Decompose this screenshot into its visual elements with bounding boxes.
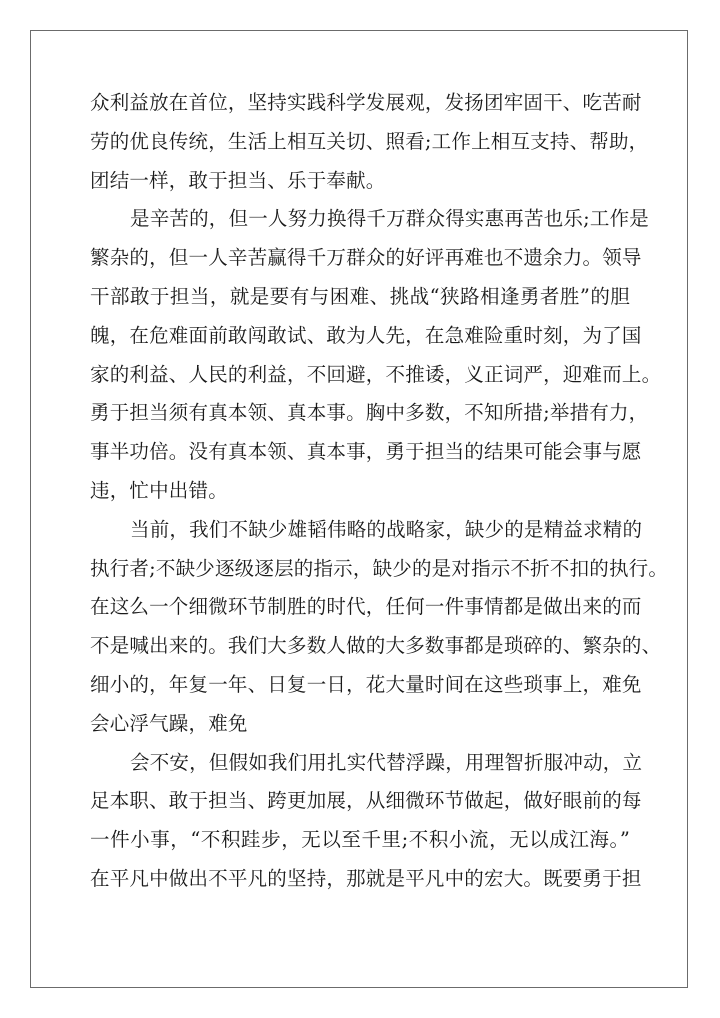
text-line: 执行者;不缺少逐级逐层的指示，缺少的是对指示不折不扣的执行。: [90, 556, 669, 580]
text-line: 不是喊出来的。我们大多数人做的大多数事都是琐碎的、繁杂的、: [90, 634, 662, 658]
text-line: 在平凡中做出不平凡的坚持，那就是平凡中的宏大。既要勇于担: [90, 866, 642, 890]
text-line: 在这么一个细微环节制胜的时代，任何一件事情都是做出来的而: [90, 595, 642, 619]
text-line: 魄，在危难面前敢闯敢试、敢为人先，在急难险重时刻，为了国: [90, 323, 642, 347]
text-line: 团结一样，敢于担当、乐于奉献。: [90, 168, 386, 192]
text-line: 会不安，但假如我们用扎实代替浮躁，用理智折服冲动，立: [130, 750, 643, 774]
text-line: 一件小事，“不积跬步，无以至千里;不积小流，无以成江海。”: [90, 828, 630, 852]
text-line: 违，忙中出错。: [90, 478, 228, 502]
text-line: 勇于担当须有真本领、真本事。胸中多数，不知所措;举措有力，: [90, 401, 649, 425]
document-body: [90, 84, 669, 899]
text-line: 是辛苦的，但一人努力换得千万群众得实惠再苦也乐;工作是: [130, 207, 649, 231]
text-line: 劳的优良传统，生活上相互关切、照看;工作上相互支持、帮助，: [90, 129, 649, 153]
text-line: 家的利益、人民的利益，不回避，不推诿，义正词严，迎难而上。: [90, 362, 662, 386]
text-line: 繁杂的，但一人辛苦赢得千万群众的好评再难也不遗余力。领导: [90, 246, 642, 270]
text-line: 当前，我们不缺少雄韬伟略的战略家，缺少的是精益求精的: [130, 517, 643, 541]
text-line: 众利益放在首位，坚持实践科学发展观，发扬团牢固干、吃苦耐: [90, 91, 642, 114]
text-line: 足本职、敢于担当、跨更加展，从细微环节做起，做好眼前的每: [90, 789, 642, 813]
text-line: 细小的，年复一年、日复一日，花大量时间在这些琐事上，难免: [90, 672, 642, 696]
text-line: 干部敢于担当，就是要有与困难、挑战“狭路相逢勇者胜”的胆: [90, 284, 630, 308]
text-line: 会心浮气躁，难免: [90, 711, 248, 735]
text-line: 事半功倍。没有真本领、真本事，勇于担当的结果可能会事与愿: [90, 440, 642, 464]
